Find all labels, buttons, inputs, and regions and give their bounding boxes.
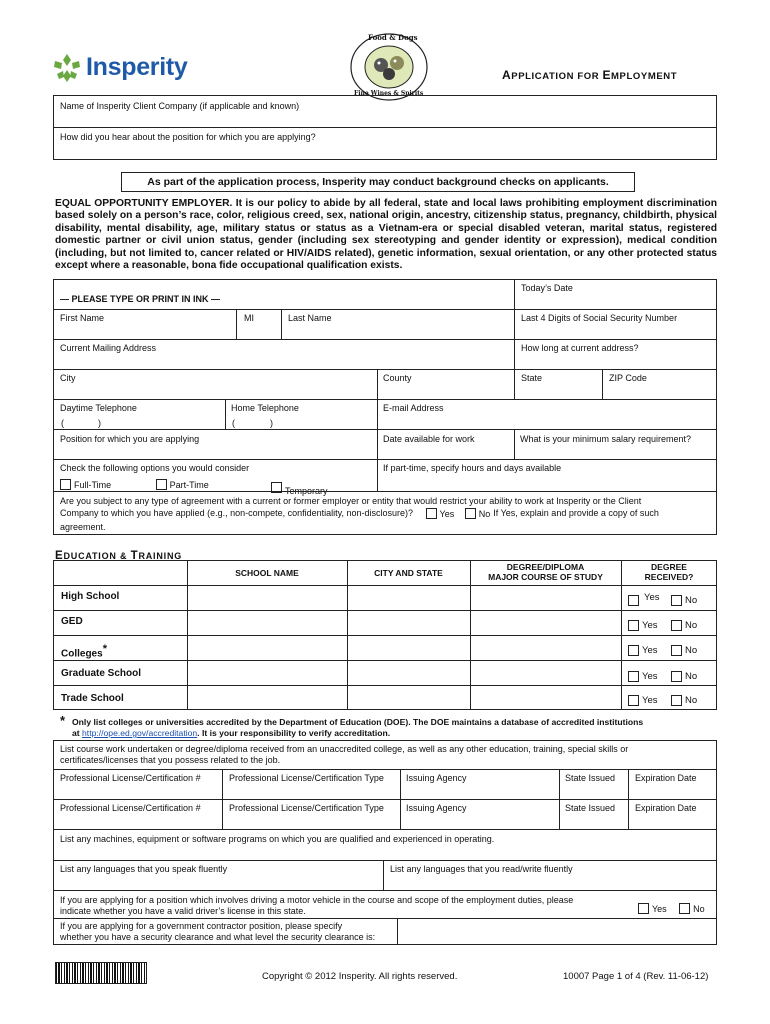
barcode (55, 962, 147, 984)
license-2-type: Professional License/Certification Type (229, 803, 384, 813)
edu-row-high-school: High School (61, 591, 120, 602)
state-label: State (521, 373, 543, 383)
col-degree-diploma: DEGREE/DIPLOMA (506, 562, 585, 572)
position-label: Position for which you are applying (60, 434, 200, 444)
edu-row-trade: Trade School (61, 693, 124, 704)
gov-line-2: whether you have a security clearance and what level the security clearance is: (60, 932, 376, 942)
ged-no-checkbox[interactable] (671, 620, 682, 631)
license-1-issuing: Issuing Agency (406, 773, 467, 783)
full-time-label: Full-Time (74, 479, 112, 490)
part-time-label: Part-Time (169, 479, 209, 490)
license-1-expiration: Expiration Date (635, 773, 697, 783)
agreement-no-checkbox[interactable] (465, 508, 476, 519)
accreditation-note-2: at http://ope.ed.gov/accreditation. It is your responsibility to verify accreditation. (72, 728, 391, 738)
background-check-notice: As part of the application process, Insperity may conduct background checks on applicants. (121, 172, 635, 192)
high-school-no-checkbox[interactable] (671, 595, 682, 606)
part-time-checkbox[interactable] (156, 479, 167, 490)
license-yes-checkbox[interactable] (638, 903, 649, 914)
license-2-expiration: Expiration Date (635, 803, 697, 813)
day-phone-area-open: ( (61, 418, 64, 428)
agreement-question-1: Are you subject to any type of agreement with a current or former employer or entity that would restrict your ability to work at Insperity or the Client (60, 496, 642, 506)
col-received: RECEIVED? (644, 572, 694, 582)
ged-no-text: No (685, 620, 698, 632)
agreement-yes-checkbox[interactable] (426, 508, 437, 519)
agreement-no-label: No (478, 508, 491, 519)
colleges-asterisk: * (102, 643, 107, 655)
company-seal (348, 30, 430, 102)
accreditation-note-1: Only list colleges or universities accredited by the Department of Education (DOE). The DOE maintains a database of accredited institutions (72, 717, 644, 727)
colleges-no-checkbox[interactable] (671, 645, 682, 656)
how-long-label: How long at current address? (521, 343, 639, 353)
brand-logo (52, 50, 197, 86)
temporary-label: Temporary (285, 485, 328, 496)
home-phone-label: Home Telephone (231, 403, 299, 413)
part-time-hours-label: If part-time, specify hours and days available (383, 463, 562, 473)
city-label: City (60, 373, 76, 383)
license-2-state: State Issued (565, 803, 616, 813)
license-1-state: State Issued (565, 773, 616, 783)
license-2-number: Professional License/Certification # (60, 803, 201, 813)
colleges-yes-checkbox[interactable] (628, 645, 639, 656)
zip-label: ZIP Code (609, 373, 647, 383)
page-number: 10007 Page 1 of 4 (Rev. 11-06-12) (563, 971, 709, 982)
trade-no-text: No (685, 695, 698, 707)
accreditation-link[interactable]: http://ope.ed.gov/accreditation (82, 728, 198, 738)
trade-no-checkbox[interactable] (671, 695, 682, 706)
accreditation-asterisk: * (60, 713, 66, 728)
high-school-no-text: No (685, 595, 698, 607)
graduate-no-text: No (685, 671, 698, 683)
coursework-line-1: List course work undertaken or degree/diploma received from an unaccredited college, as well as any other education, training, special skills or (60, 744, 629, 754)
seal-bottom-text: Fine Wines & Spirits (354, 90, 424, 97)
colleges-yes-text: Yes (642, 645, 658, 657)
last-name-label: Last Name (288, 313, 332, 323)
home-phone-area-close: ) (270, 418, 273, 428)
vehicle-line-1: If you are applying for a position which involves driving a motor vehicle in the course and scope of the employment duties, please (60, 895, 574, 905)
graduate-yes-checkbox[interactable] (628, 671, 639, 682)
eoe-paragraph: EQUAL OPPORTUNITY EMPLOYER. It is our policy to abide by all federal, state and local laws prohibiting employment discrimination based solely on a person’s race, color, religious creed, sex, national origin, ancestry, citizenship status, pregnancy, childbirth, physical disability, mental disability, age, military status or status as a Vietnam-era or special disabled veteran, marital status, registered domestic partner or civil union status, gender (including sex stereotyping and gender identity or expression), medical condition (including, but not limited to, cancer related or HIV/AIDS related), genetic information, sexual orientation, or any other protected status except where a reasonable, bona fide occupational qualification exists. (55, 198, 718, 272)
license-2-issuing: Issuing Agency (406, 803, 467, 813)
high-school-yes-text: Yes (644, 592, 660, 603)
license-no-label: No (693, 903, 705, 914)
agreement-question-2: Company to which you have applied (e.g., non-compete, confidentiality, non-disclosure)? (60, 508, 414, 518)
col-degree: DEGREE (651, 562, 687, 572)
agreement-question-3: If Yes, explain and provide a copy of such (493, 508, 659, 518)
print-note: — PLEASE TYPE OR PRINT IN INK — (60, 294, 221, 304)
day-phone-area-close: ) (98, 418, 101, 428)
mailing-address-label: Current Mailing Address (60, 343, 157, 353)
insperity-mark-icon (52, 52, 82, 84)
trade-yes-checkbox[interactable] (628, 695, 639, 706)
seal-top-text: Food & Dogs (368, 33, 418, 42)
email-label: E-mail Address (383, 403, 444, 413)
todays-date-label: Today’s Date (521, 283, 573, 293)
mi-label: MI (244, 313, 254, 323)
edu-row-ged: GED (61, 616, 83, 627)
col-major-course: MAJOR COURSE OF STUDY (488, 572, 603, 582)
col-city-state: CITY AND STATE (374, 568, 443, 578)
agreement-question-4: agreement. (60, 522, 106, 532)
full-time-checkbox[interactable] (60, 479, 71, 490)
county-label: County (383, 373, 412, 383)
license-1-type: Professional License/Certification Type (229, 773, 384, 783)
machines-label: List any machines, equipment or software programs on which you are qualified and experienced in operating. (60, 834, 495, 844)
languages-speak-label: List any languages that you speak fluently (60, 864, 228, 874)
edu-row-graduate: Graduate School (61, 668, 142, 679)
brand-name: Insperity (86, 53, 188, 81)
graduate-yes-text: Yes (642, 671, 658, 683)
trade-yes-text: Yes (642, 695, 658, 707)
edu-row-colleges: Colleges* (61, 643, 107, 660)
gov-line-1: If you are applying for a government contractor position, please specify (60, 921, 343, 931)
how-heard-label: How did you hear about the position for which you are applying? (60, 132, 316, 142)
copyright: Copyright © 2012 Insperity. All rights reserved. (262, 971, 458, 982)
languages-read-label: List any languages that you read/write fluently (390, 864, 573, 874)
page-title: APPLICATION FOR EMPLOYMENT (502, 68, 678, 82)
first-name-label: First Name (60, 313, 105, 323)
coursework-line-2: certificates/licenses that you possess related to the job. (60, 755, 281, 765)
col-school-name: SCHOOL NAME (235, 568, 299, 578)
vehicle-line-2: indicate whether you have a valid driver’s license in this state. (60, 906, 306, 916)
colleges-no-text: No (685, 645, 698, 657)
license-no-checkbox[interactable] (679, 903, 690, 914)
min-salary-label: What is your minimum salary requirement? (520, 434, 692, 444)
ssn-label: Last 4 Digits of Social Security Number (521, 313, 678, 323)
license-yes-label: Yes (652, 903, 667, 914)
agreement-yes-label: Yes (439, 508, 455, 519)
ged-yes-text: Yes (642, 620, 658, 632)
graduate-no-checkbox[interactable] (671, 671, 682, 682)
ged-yes-checkbox[interactable] (628, 620, 639, 631)
home-phone-area-open: ( (232, 418, 235, 428)
license-1-number: Professional License/Certification # (60, 773, 201, 783)
client-company-label: Name of Insperity Client Company (if applicable and known) (60, 101, 300, 111)
day-phone-label: Daytime Telephone (60, 403, 137, 413)
check-options-label: Check the following options you would consider (60, 463, 250, 473)
education-section-title: EDUCATION & TRAINING (55, 550, 183, 562)
date-available-label: Date available for work (383, 434, 475, 444)
